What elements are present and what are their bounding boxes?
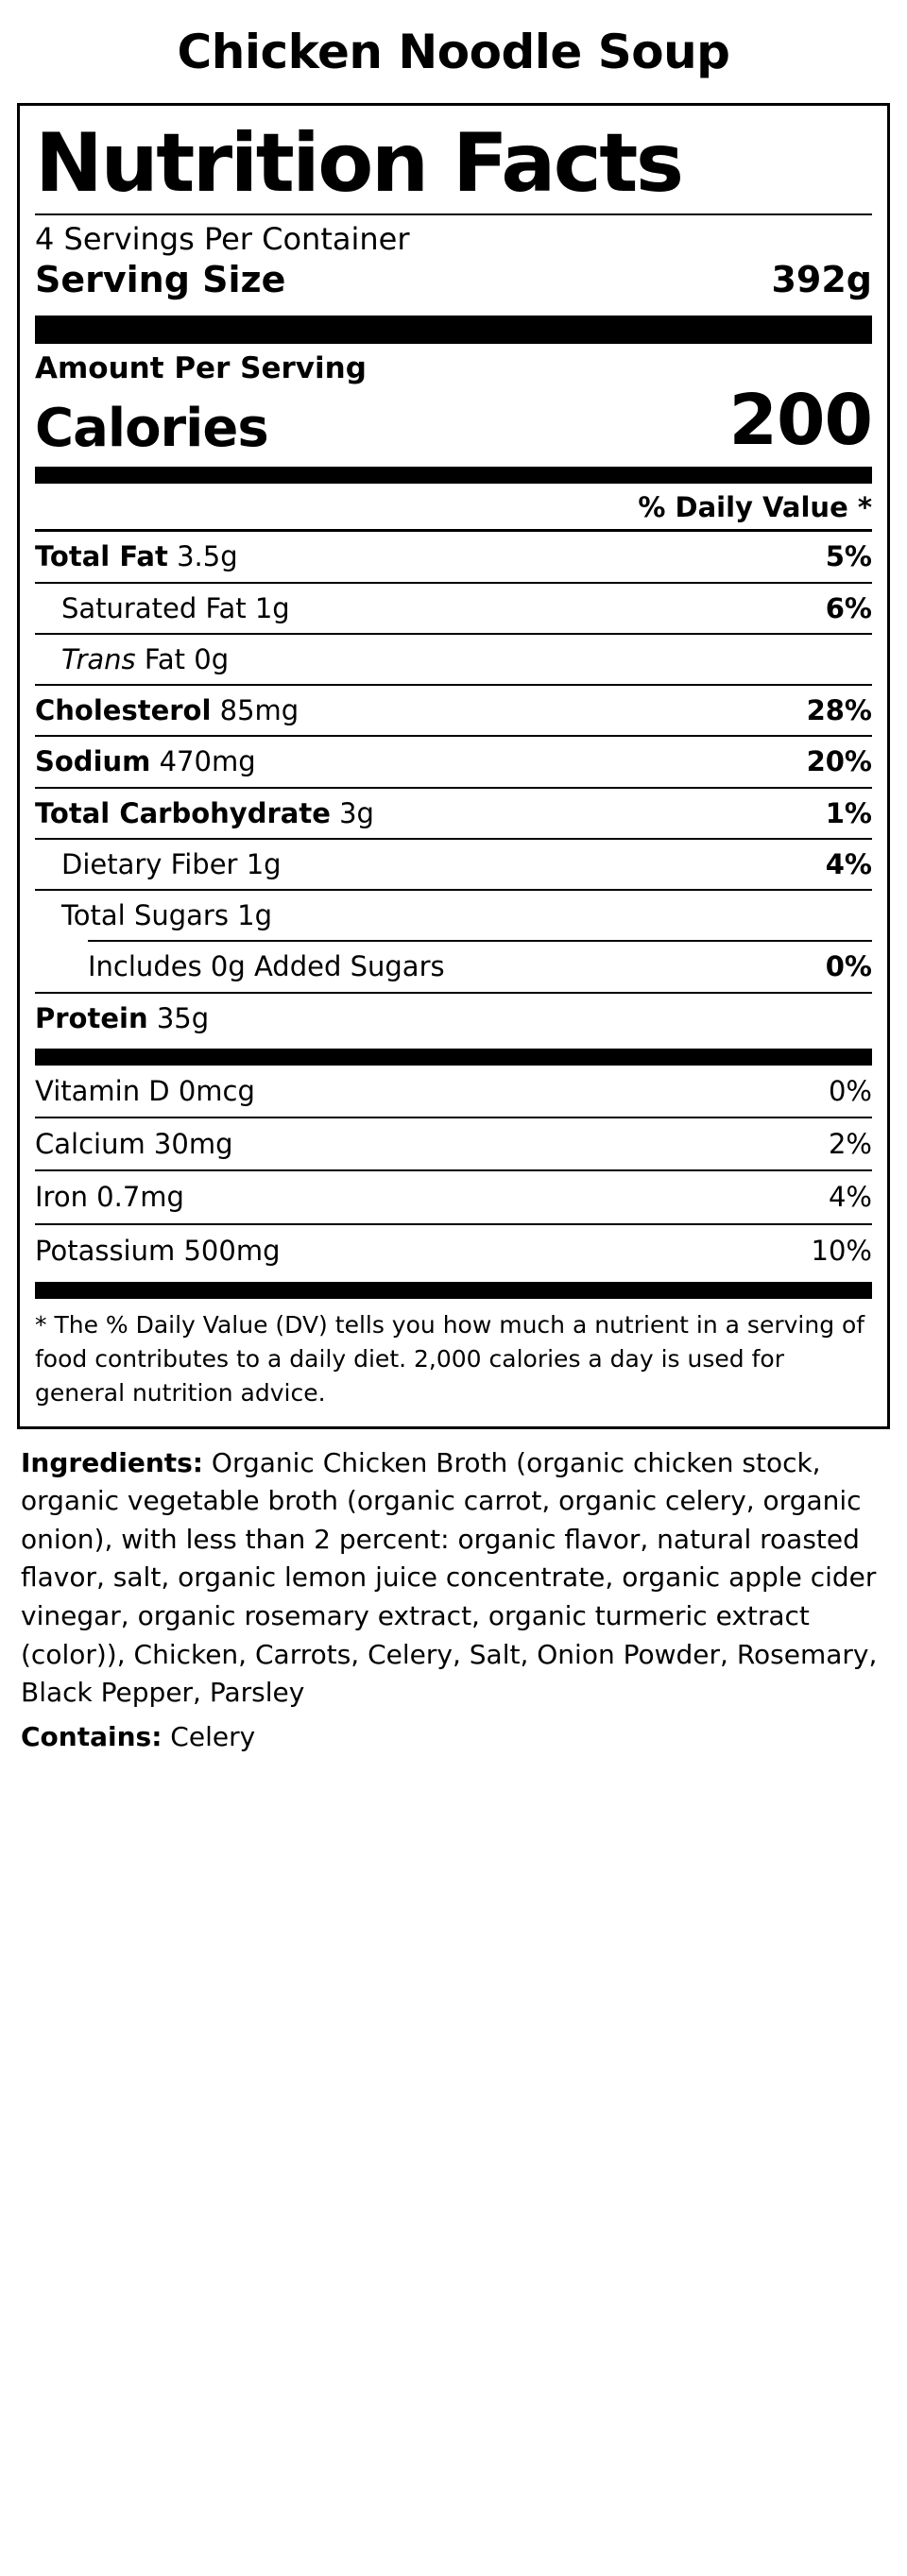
nutrient-amount: 35g bbox=[156, 1001, 210, 1034]
nutrients-list bbox=[35, 529, 872, 1043]
nutrient-amount: 1g bbox=[237, 899, 273, 932]
nutrient-name: Saturated Fat bbox=[61, 591, 247, 624]
nutrient-amount: 85mg bbox=[219, 694, 299, 727]
ingredients-text: Organic Chicken Broth (organic chicken stock, organic vegetable broth (organic carrot, organic celery, organic onion), with less than 2 percent: organic flavor, natural roasted flavor, salt, organic lemon juice concentrate, organic apple cider vinegar, organic rosemary extract, organic turmeric extract (color)), Chicken, Carrots, Celery, Salt, Onion Powder, Rosemary, Black Pepper, Parsley bbox=[21, 1446, 878, 1709]
nutrition-facts-heading: Nutrition Facts bbox=[35, 116, 682, 211]
nutrient-amount: 1g bbox=[254, 591, 290, 624]
table-row bbox=[88, 940, 872, 991]
table-row bbox=[35, 787, 872, 838]
table-row bbox=[35, 838, 872, 889]
vitamin-dv: 10% bbox=[811, 1234, 872, 1267]
page-title: Chicken Noodle Soup bbox=[177, 25, 730, 79]
vitamin-dv: 2% bbox=[828, 1128, 872, 1161]
vitamin-dv: 4% bbox=[828, 1181, 872, 1214]
nutrient-dv: 6% bbox=[825, 591, 872, 624]
nutrient-name: Cholesterol bbox=[35, 694, 212, 727]
thick-divider-top bbox=[35, 316, 872, 344]
table-row bbox=[35, 992, 872, 1043]
nutrient-amount: 3g bbox=[339, 796, 374, 829]
vitamin-name: Calcium 30mg bbox=[35, 1128, 233, 1161]
serving-size-value: 392g bbox=[771, 259, 872, 301]
table-row bbox=[35, 529, 872, 581]
nutrient-name: Protein bbox=[35, 1001, 148, 1034]
daily-value-footnote: * The % Daily Value (DV) tells you how much a nutrient in a serving of food contributes to a daily diet. 2,000 calories a day is used for general nutrition advice. bbox=[35, 1310, 865, 1407]
nutrient-dv: 20% bbox=[806, 745, 872, 778]
ingredients-section bbox=[17, 1429, 890, 1718]
ingredients-label: Ingredients: bbox=[21, 1446, 204, 1478]
vitamins-list bbox=[35, 1066, 872, 1276]
daily-value-header: % Daily Value * bbox=[638, 491, 872, 524]
calories-row bbox=[35, 380, 872, 462]
servings-per-container: 4 Servings Per Container bbox=[35, 221, 410, 257]
vitamin-name: Vitamin D 0mcg bbox=[35, 1074, 255, 1107]
vitamin-name: Potassium 500mg bbox=[35, 1234, 281, 1267]
nutrient-amount: 470mg bbox=[159, 745, 256, 778]
table-row bbox=[35, 1066, 872, 1117]
thick-divider-footnote bbox=[35, 1282, 872, 1299]
nutrient-amount: 1g bbox=[246, 847, 282, 880]
nutrient-amount: 3.5g bbox=[177, 540, 238, 573]
nutrient-amount: 0g Added Sugars bbox=[210, 950, 445, 983]
table-row bbox=[35, 582, 872, 633]
nutrient-name: Includes bbox=[88, 950, 202, 983]
vitamin-name: Iron 0.7mg bbox=[35, 1181, 184, 1214]
nutrient-name: Dietary Fiber bbox=[61, 847, 238, 880]
table-row bbox=[35, 889, 872, 940]
table-row bbox=[35, 1117, 872, 1169]
nutrient-name: Total Carbohydrate bbox=[35, 796, 331, 829]
nutrient-amount: Fat 0g bbox=[144, 642, 230, 675]
nutrient-name: Total Sugars bbox=[61, 899, 229, 932]
nutrient-dv: 28% bbox=[806, 694, 872, 727]
thick-divider-calories bbox=[35, 467, 872, 484]
serving-size-row bbox=[35, 259, 872, 308]
table-row bbox=[35, 1169, 872, 1222]
nutrient-name: Trans bbox=[61, 642, 136, 675]
nutrient-name: Total Fat bbox=[35, 540, 168, 573]
contains-text: Celery bbox=[162, 1720, 256, 1752]
thick-divider-vitamins bbox=[35, 1049, 872, 1066]
nutrient-name: Sodium bbox=[35, 745, 151, 778]
table-row bbox=[35, 735, 872, 786]
calories-label: Calories bbox=[35, 398, 268, 460]
amount-per-serving-label: Amount Per Serving bbox=[35, 351, 367, 386]
contains-label: Contains: bbox=[21, 1720, 163, 1752]
serving-size-label: Serving Size bbox=[35, 259, 286, 301]
vitamin-dv: 0% bbox=[828, 1074, 872, 1107]
calories-value: 200 bbox=[728, 380, 872, 462]
table-row bbox=[35, 633, 872, 684]
nutrition-facts-panel bbox=[17, 103, 890, 1429]
nutrient-dv: 1% bbox=[825, 796, 872, 829]
nutrient-dv: 5% bbox=[825, 540, 872, 573]
table-row bbox=[35, 1223, 872, 1276]
nutrient-dv: 0% bbox=[825, 950, 872, 983]
table-row bbox=[35, 684, 872, 735]
contains-section bbox=[17, 1718, 890, 1785]
nutrient-dv: 4% bbox=[825, 847, 872, 880]
